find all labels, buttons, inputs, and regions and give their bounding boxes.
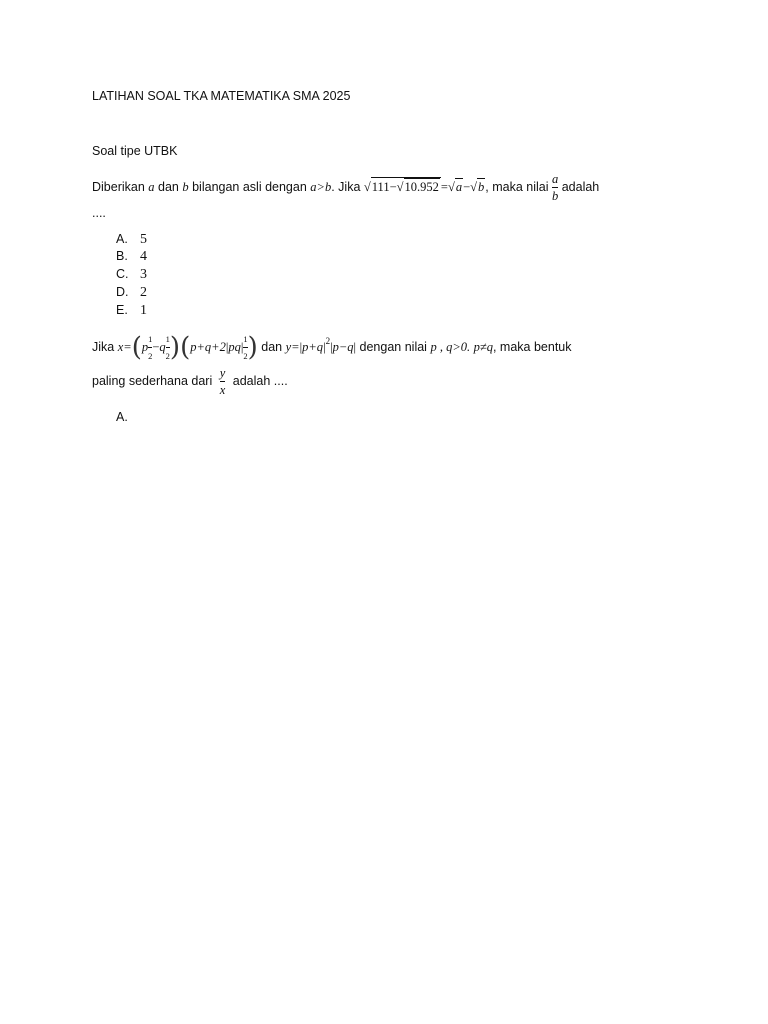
q2-option-a[interactable]: A. — [116, 410, 128, 424]
option-d[interactable]: D. 2 — [116, 285, 147, 300]
question-1-dots: .... — [92, 206, 106, 220]
fraction-y-over-x: $\frac{y}{x}$ — [219, 366, 226, 398]
option-e[interactable]: E. 1 — [116, 303, 147, 318]
document-title: LATIHAN SOAL TKA MATEMATIKA SMA 2025 — [92, 89, 351, 103]
option-b[interactable]: B. 4 — [116, 249, 147, 264]
question-2-line-2: paling sederhana dari $\frac{y}{x}$ adalah .... — [92, 366, 288, 398]
option-c[interactable]: C. 3 — [116, 267, 147, 282]
fraction-a-over-b: $\frac{a}{b}$ — [551, 172, 559, 204]
question-1-text: Diberikan a dan b bilangan asli dengan a>b. Jika √111−√10.952 =√a−√b, maka nilai $\frac{a}{b}$ adalah — [92, 172, 600, 204]
question-2-text: Jika x=(p $\frac{1}{2}$ −q $\frac{1}{2}$ )(p+q+2|pq| $\frac{1}{2}$ ) dan $y=|p+q|^2|p-q|$ dengan nilai p , q>0. p≠q, maka bentuk — [92, 332, 572, 363]
option-a[interactable]: A. 5 — [116, 232, 147, 247]
radical-expression: √111−√10.952 =√a−√b — [364, 180, 485, 194]
section-heading: Soal tipe UTBK — [92, 144, 178, 158]
